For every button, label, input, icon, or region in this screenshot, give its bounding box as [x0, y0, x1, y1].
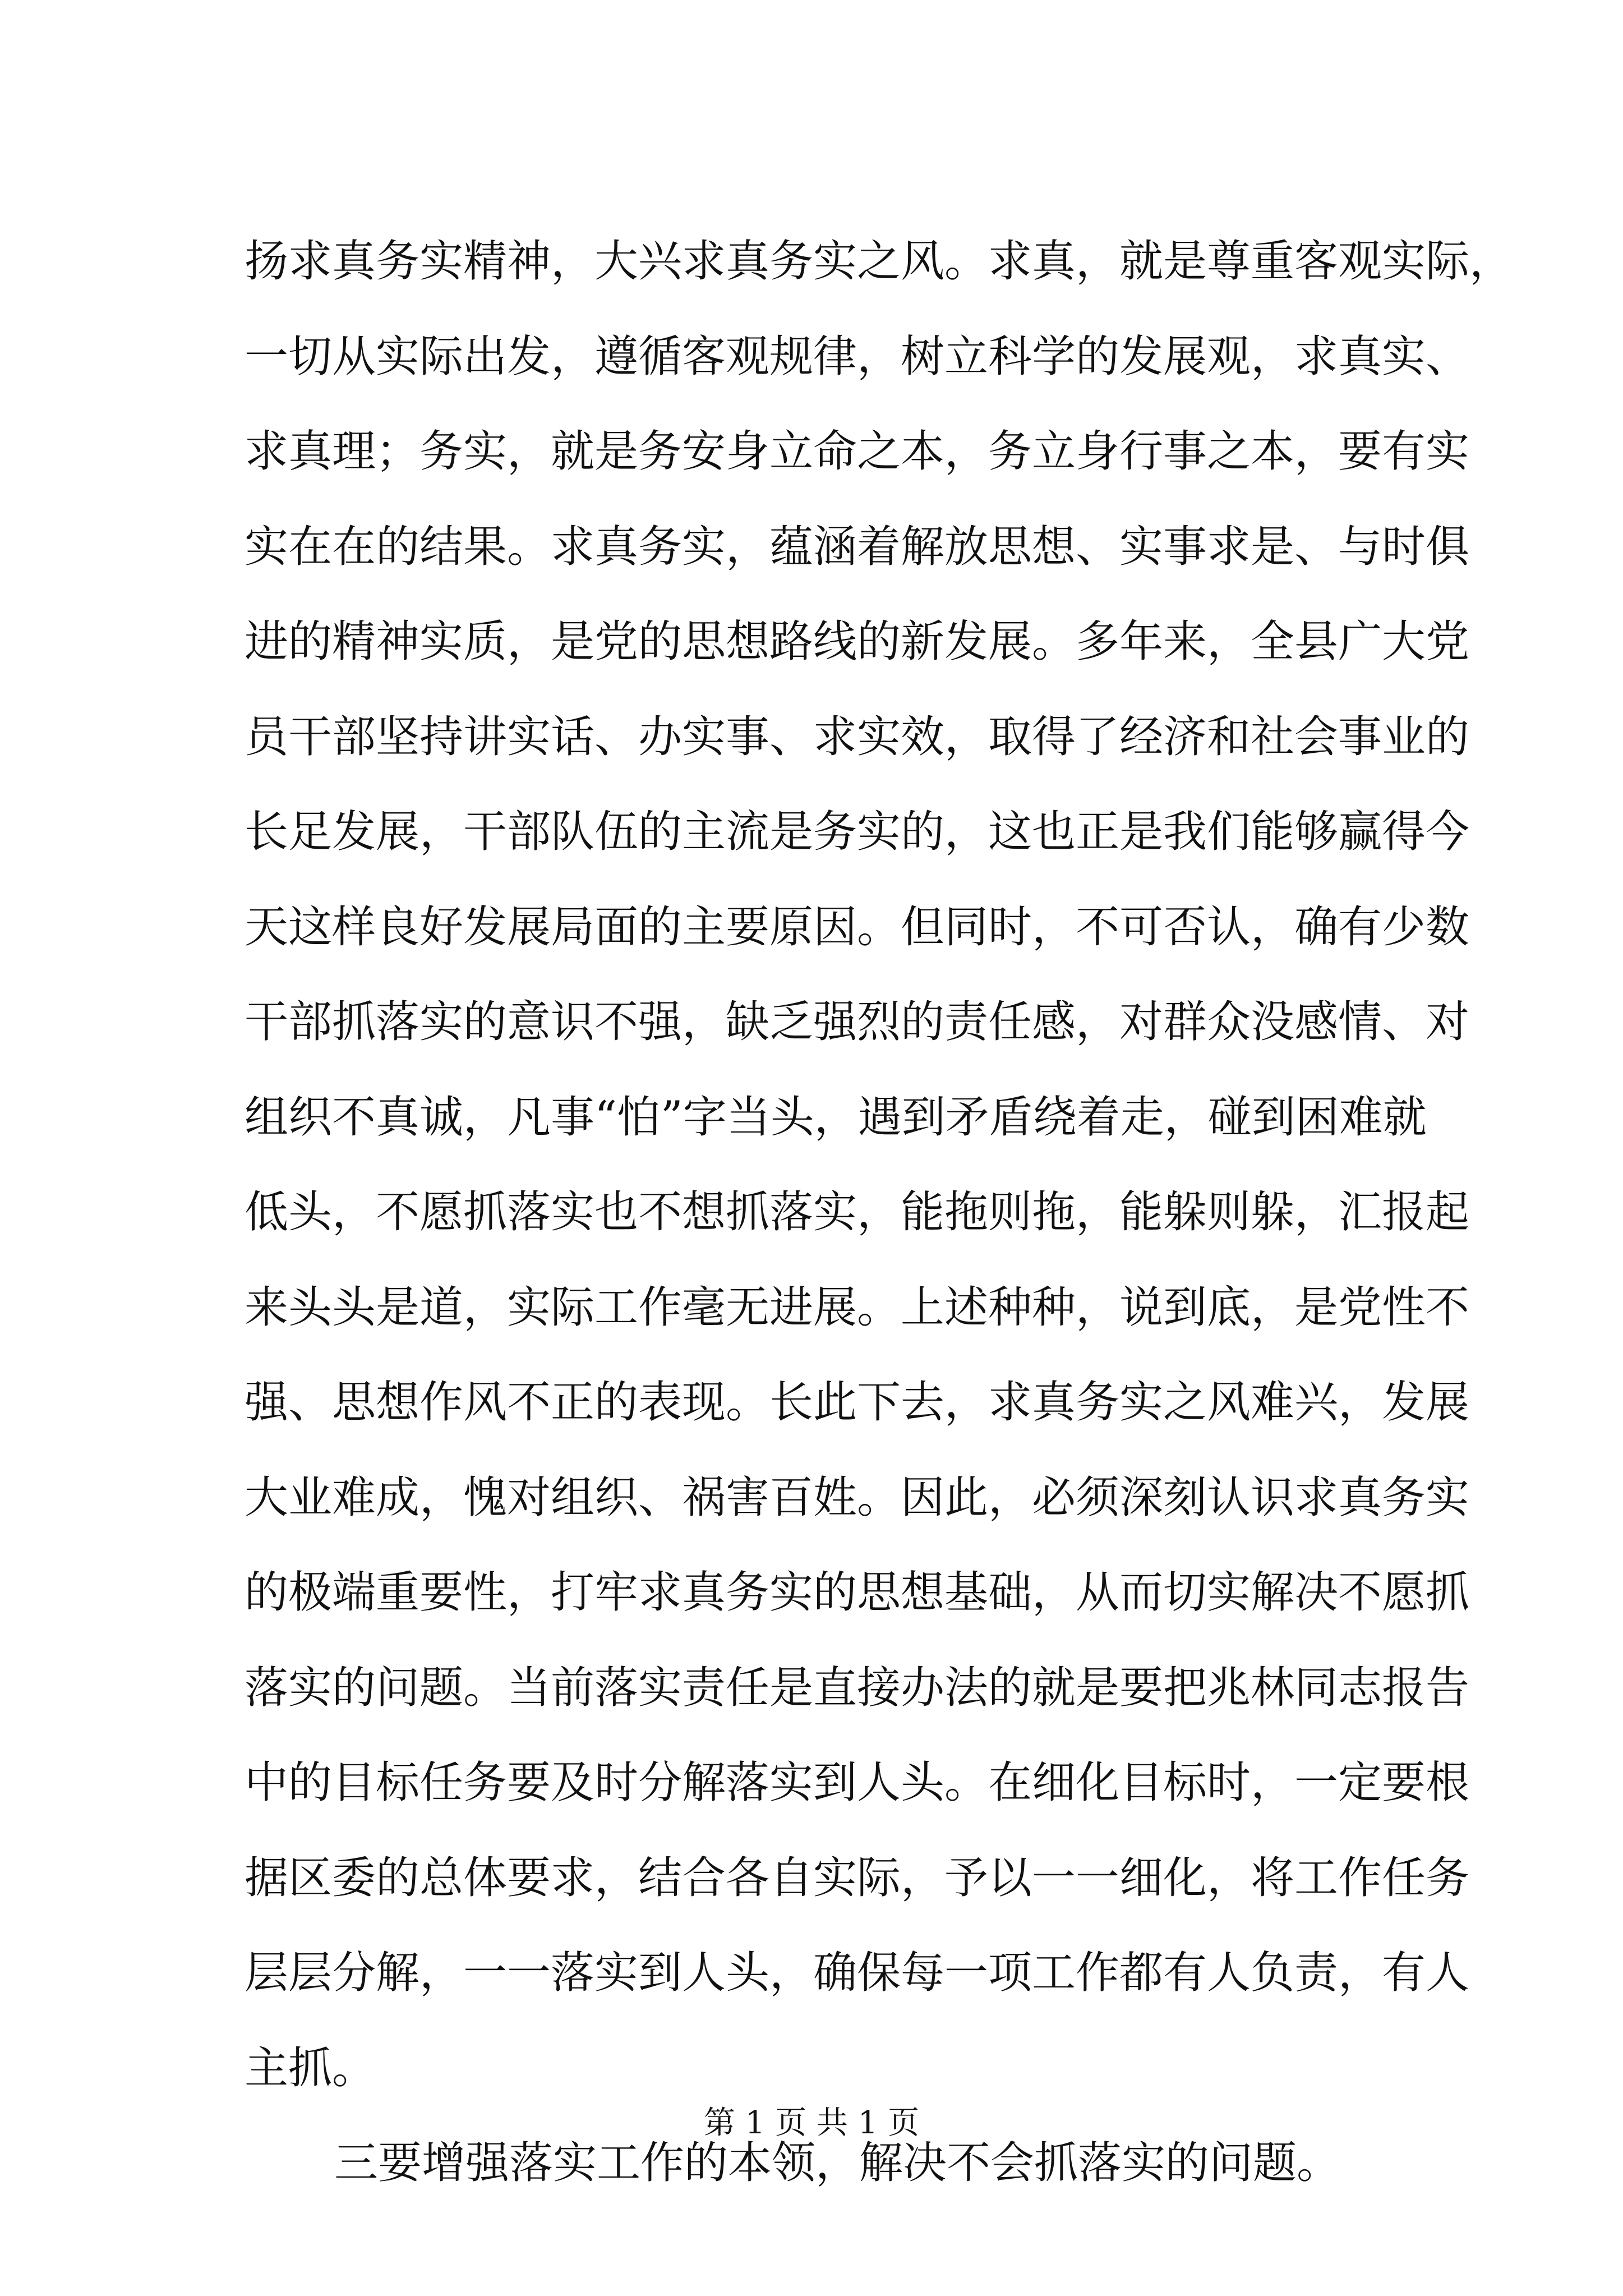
paragraph-line: 来头头是道，实际工作毫无进展。上述种种，说到底，是党性不	[245, 1282, 1470, 1333]
paragraph-heading-line: 三要增强落实工作的本领，解决不会抓落实的问题。	[334, 2138, 1341, 2188]
paragraph-line: 天这样良好发展局面的主要原因。但同时，不可否认，确有少数	[245, 901, 1470, 953]
paragraph-line: 进的精神实质，是党的思想路线的新发展。多年来，全县广大党	[245, 616, 1470, 667]
paragraph-line: 的极端重要性，打牢求真务实的思想基础，从而切实解决不愿抓	[245, 1567, 1470, 1618]
body-text	[245, 214, 1514, 2211]
paragraph-line: 据区委的总体要求，结合各自实际，予以一一细化，将工作任务	[245, 1852, 1470, 1903]
paragraph-line: 扬求真务实精神，大兴求真务实之风。求真，就是尊重客观实际，	[245, 236, 1514, 287]
paragraph-line: 低头，不愿抓落实也不想抓落实，能拖则拖，能躲则躲，汇报起	[245, 1187, 1470, 1237]
paragraph-line: 干部抓落实的意识不强，缺乏强烈的责任感，对群众没感情、对	[245, 997, 1470, 1047]
paragraph-line: 组织不真诚，凡事“怕”字当头，遇到矛盾绕着走，碰到困难就	[245, 1092, 1427, 1143]
paragraph-line: 长足发展，干部队伍的主流是务实的，这也正是我们能够赢得今	[245, 807, 1470, 857]
paragraph-line: 求真理；务实，就是务安身立命之本，务立身行事之本，要有实	[245, 426, 1470, 477]
paragraph-line: 主抓。	[245, 2042, 376, 2093]
paragraph-line: 落实的问题。当前落实责任是直接办法的就是要把兆林同志报告	[245, 1662, 1470, 1713]
paragraph-line: 一切从实际出发，遵循客观规律，树立科学的发展观，求真实、	[245, 331, 1470, 382]
paragraph-line: 强、思想作风不正的表现。长此下去，求真务实之风难兴，发展	[245, 1377, 1470, 1428]
paragraph-line: 大业难成，愧对组织、祸害百姓。因此，必须深刻认识求真务实	[245, 1472, 1470, 1523]
paragraph-line: 员干部坚持讲实话、办实事、求实效，取得了经济和社会事业的	[245, 711, 1470, 762]
paragraph-line: 中的目标任务要及时分解落实到人头。在细化目标时，一定要根	[245, 1757, 1470, 1808]
paragraph-line: 层层分解，一一落实到人头，确保每一项工作都有人负责，有人	[245, 1948, 1470, 1998]
paragraph-line: 实在在的结果。求真务实，蕴涵着解放思想、实事求是、与时俱	[245, 521, 1470, 572]
page-footer: 第 1 页 共 1 页	[703, 2105, 920, 2141]
